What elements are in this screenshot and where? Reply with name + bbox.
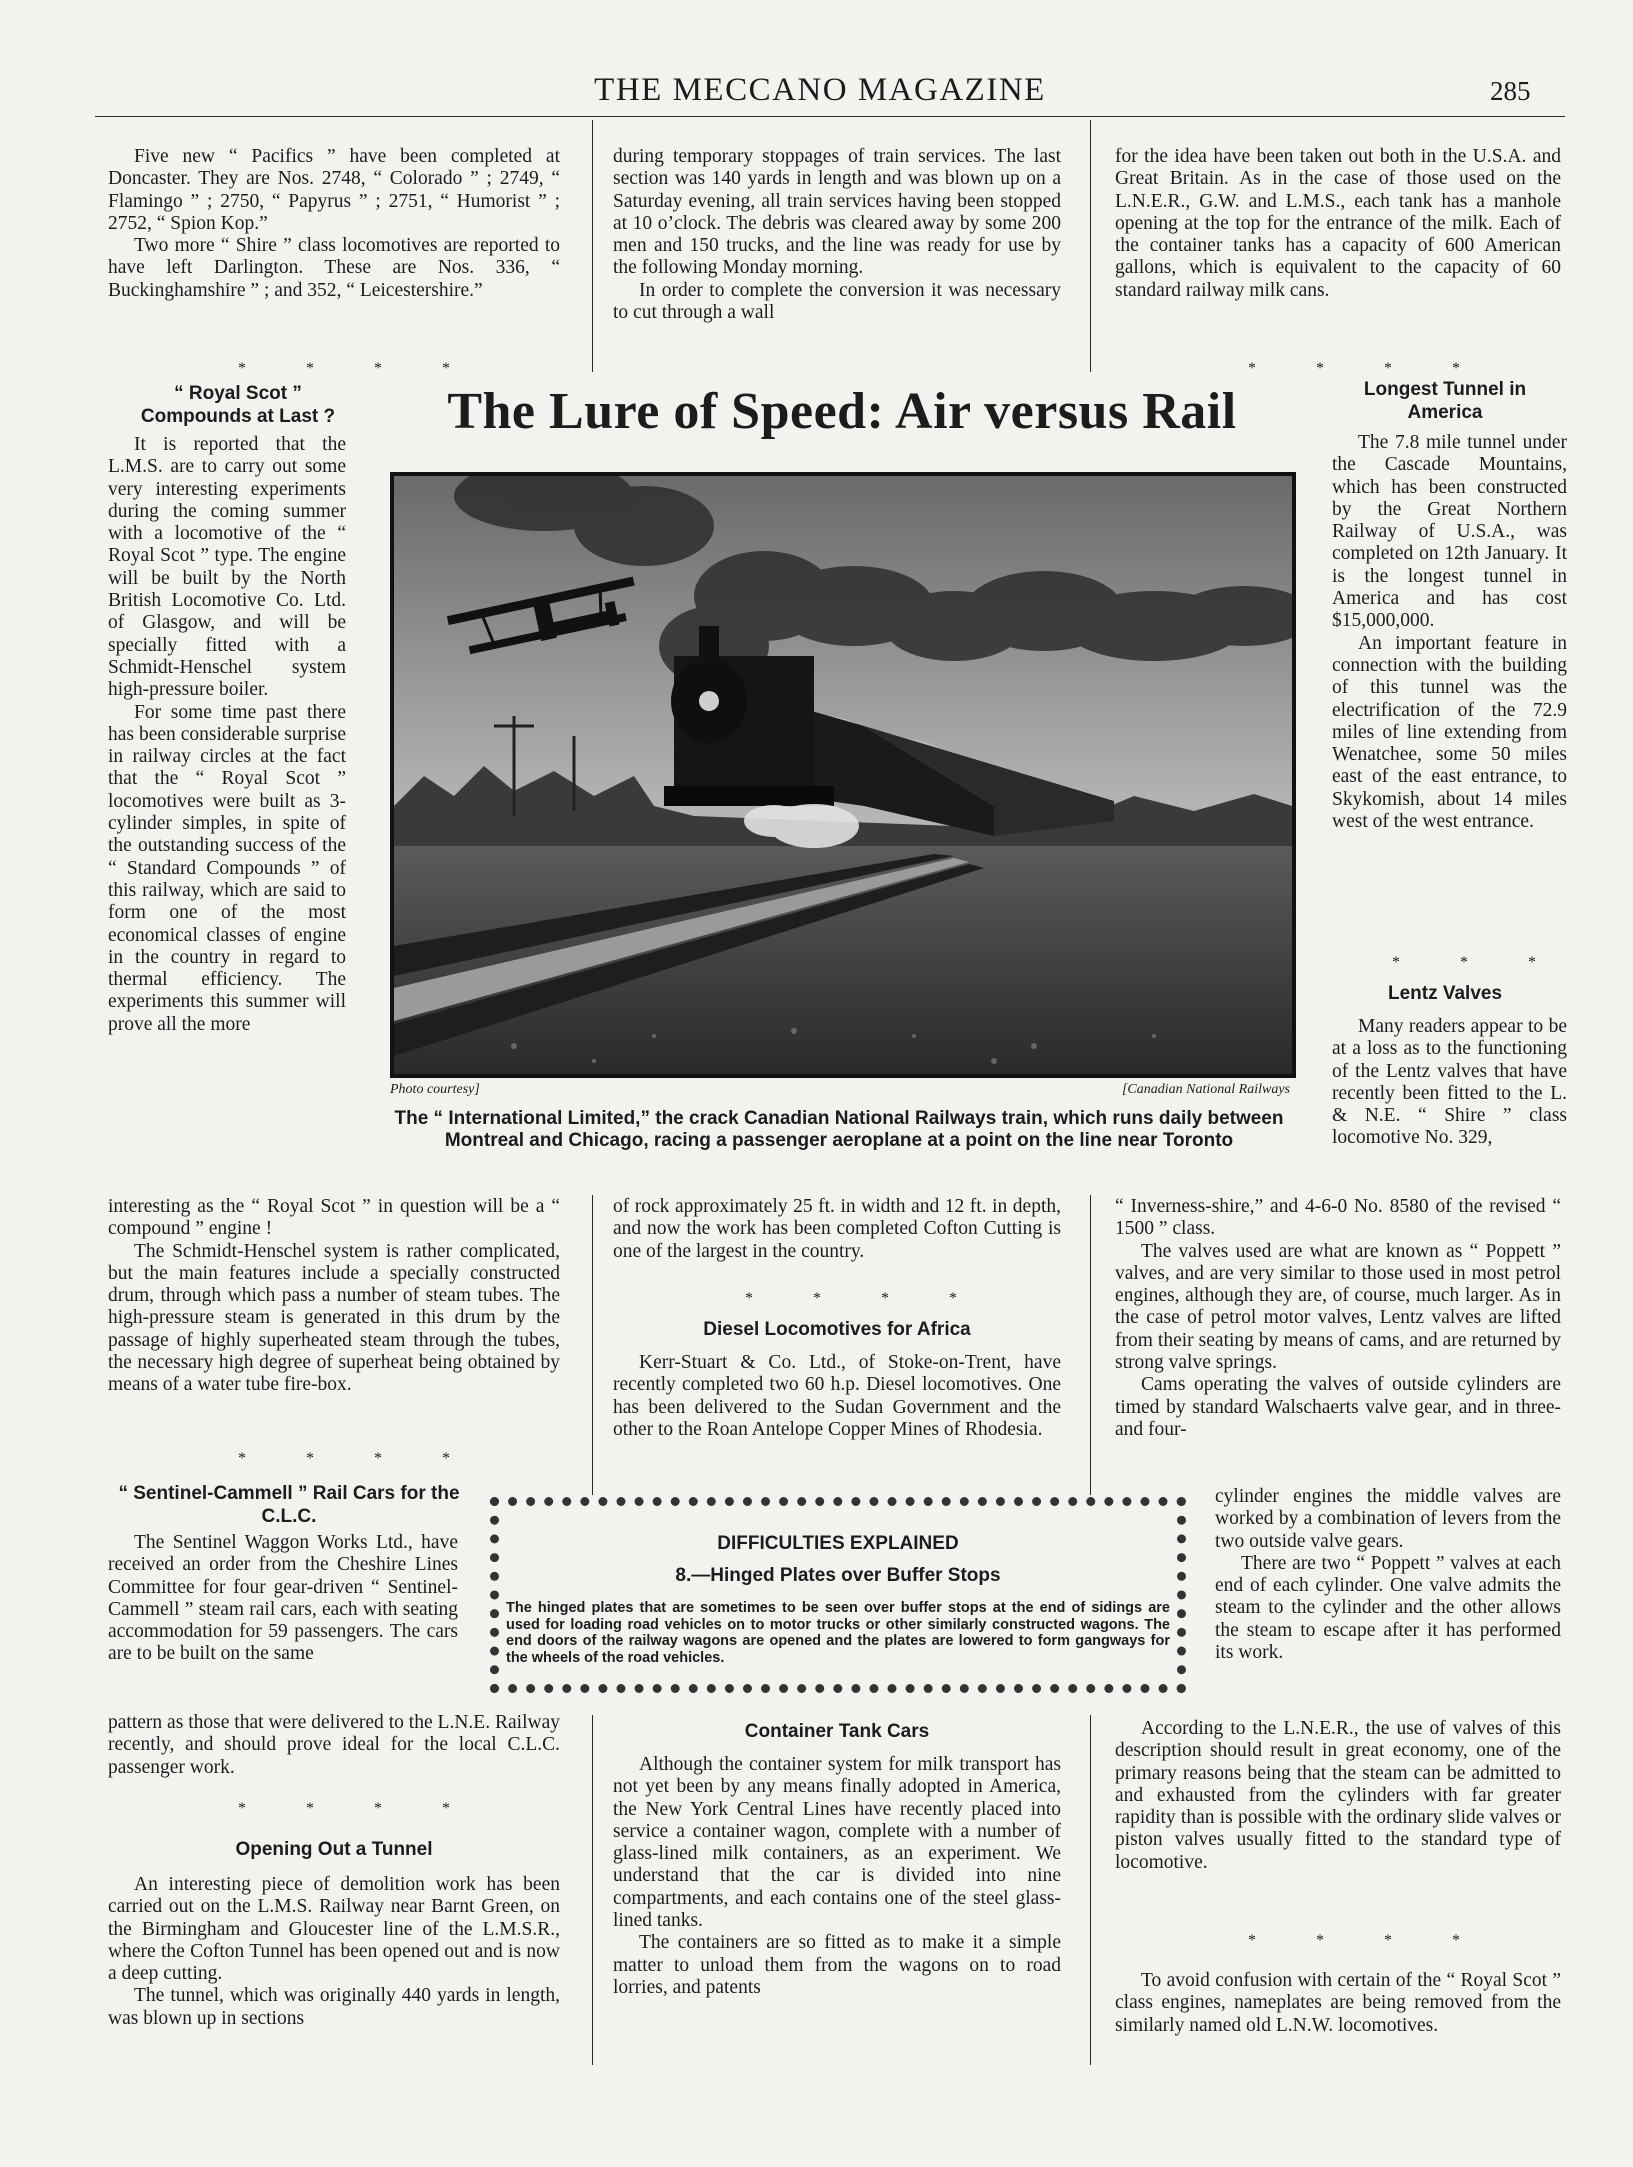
royal-scot-p2-cont: interesting as the “ Royal Scot ” in question will be a “ compound ” engine ! xyxy=(108,1196,560,1240)
container-text xyxy=(613,1754,1061,1999)
tunnel-opening-heading: Opening Out a Tunnel xyxy=(235,1839,433,1860)
photo-credit-right: [Canadian National Railways xyxy=(1121,1082,1290,1097)
column-divider xyxy=(592,120,593,372)
tunnel-opening-p2: The tunnel, which was originally 440 yards in length, was blown up in sections xyxy=(108,1985,560,2029)
difficulties-subtitle: 8.—Hinged Plates over Buffer Stops xyxy=(675,1565,1001,1586)
difficulties-body: The hinged plates that are sometimes to be seen over buffer stops at the end of sidings are used for loading road vehicles on to motor trucks or other similarly constructed wagons. The end doors of the railway wagons are opened and the plates are lowered to form gangways for the wheels of the road vehicles. xyxy=(506,1600,1170,1666)
royal-scot-p3: The Schmidt-Henschel system is rather complicated, but the main features include a specially constructed drum, through which pass a number of steam tubes. The high-pressure steam is generated in this drum by the passage of highly superheated steam through the tubes, the necessary high degree of superheat being obtained by means of a water tube fire-box. xyxy=(108,1240,560,1396)
longest-tunnel-heading: Longest Tunnel in America xyxy=(1363,379,1527,423)
container-heading: Container Tank Cars xyxy=(744,1721,930,1742)
royal-scot-narrow xyxy=(108,434,346,1036)
lentz-p4: There are two “ Poppett ” valves at each end of each cylinder. One valve admits the steam to the cylinder and the other allows the steam to escape after it has performed its work. xyxy=(1215,1552,1561,1664)
feature-headline: The Lure of Speed: Air versus Rail xyxy=(447,383,1237,440)
col1-news-top xyxy=(108,146,560,302)
lentz-heading: Lentz Valves xyxy=(1387,983,1503,1004)
column-divider xyxy=(1090,1195,1091,1495)
tunnel-cont-p1: during temporary stoppages of train services. The last section was 140 yards in length and was blown up on a Saturday evening, all train services having been stopped at 10 o’clock. The debris was cleared away by some 200 men and 150 trucks, and the line was ready for use by the following Monday morning. xyxy=(613,146,1061,279)
tunnel-opening-text xyxy=(108,1874,560,2030)
royal-scot-wide xyxy=(108,1196,560,1397)
photo-caption: The “ International Limited,” the crack Canadian National Railways train, which runs daily between Montreal and Chicago, racing a passenger aeroplane at a point on the line near Toronto xyxy=(394,1108,1284,1151)
lentz-wide-bottom xyxy=(1115,1718,1561,1874)
column-divider xyxy=(592,1715,593,2065)
lentz-p3a: Cams operating the valves of outside cylinders are timed by standard Walschaerts valve gear, and in three- and four- xyxy=(1115,1374,1561,1440)
train-aeroplane-illustration xyxy=(394,476,1292,1074)
royal-scot-heading: “ Royal Scot ” Compounds at Last ? xyxy=(140,383,336,427)
section-stars: * * * * xyxy=(238,360,478,377)
column-divider xyxy=(592,1195,593,1495)
section-stars: * * * * xyxy=(1248,1932,1488,1949)
cofton-cutting-paragraph: of rock approximately 25 ft. in width and 12 ft. in depth, and now the work has been completed Cofton Cutting is one of the largest in the country. xyxy=(613,1196,1061,1262)
container-cont-paragraph: for the idea have been taken out both in the U.S.A. and Great Britain. As in the case of those used on the L.N.E.R., G.W. and L.M.S., each tank has a manhole opening at the top for the entrance of the milk. Each of the container tanks has a capacity of 600 American gallons, which is equivalent to the capacity of 60 standard railway milk cans. xyxy=(1115,146,1561,301)
lentz-wide xyxy=(1115,1196,1561,1441)
masthead: THE MECCANO MAGAZINE xyxy=(594,72,1046,108)
sentinel-p1: The Sentinel Waggon Works Ltd., have received an order from the Cheshire Lines Committee for four gear-driven “ Sentinel-Cammell ” steam rail cars, each with seating accommodation for 59 passengers. The cars are to be built on the same xyxy=(108,1532,458,1665)
section-stars: * * * xyxy=(1392,954,1564,971)
tunnel-opening-p1: An interesting piece of demolition work has been carried out on the L.M.S. Railway near Barnt Green, on the Birmingham and Gloucester line of the L.M.S.R., where the Cofton Tunnel has been opened out and is now a deep cutting. xyxy=(108,1874,560,1985)
col2-news-top xyxy=(613,146,1061,324)
column-divider xyxy=(1090,1715,1091,2065)
page-number: 285 xyxy=(1490,76,1531,106)
royal-scot-p1: It is reported that the L.M.S. are to carry out some very interesting experiments during the coming summer with a locomotive of the “ Royal Scot ” type. The engine will be built by the North British Locomotive Co. Ltd. of Glasgow, and will be specially fitted with a Schmidt-Henschel system high-pressure boiler. xyxy=(108,434,346,701)
difficulties-title: DIFFICULTIES EXPLAINED xyxy=(717,1533,959,1554)
section-stars: * * * * xyxy=(745,1290,985,1307)
sentinel-p1-cont: pattern as those that were delivered to the L.N.E. Railway recently, and should prove ideal for the local C.L.C. passenger work. xyxy=(108,1712,560,1778)
longest-tunnel-text xyxy=(1332,432,1567,833)
lentz-narrow xyxy=(1332,1016,1567,1150)
lentz-p2: The valves used are what are known as “ Poppett ” valves, and are very similar to those used in most petrol engines, although they are, of course, much larger. As in the case of petrol motor valves, Lentz valves are lifted from their seating by means of cams, and are returned by strong valve springs. xyxy=(1115,1240,1561,1374)
nameplates-text xyxy=(1115,1970,1561,2037)
train-race-photo xyxy=(390,472,1296,1078)
masthead-rule xyxy=(95,116,1565,117)
nameplates-paragraph: To avoid confusion with certain of the “ Royal Scot ” class engines, nameplates are being removed from the similarly named old L.N.W. locomotives. xyxy=(1115,1970,1561,2036)
sentinel-narrow xyxy=(108,1532,458,1666)
diesel-text xyxy=(613,1352,1061,1441)
col3-news-top xyxy=(1115,146,1561,302)
diesel-heading: Diesel Locomotives for Africa xyxy=(703,1319,971,1340)
photo-credit-left: Photo courtesy] xyxy=(390,1082,480,1097)
sentinel-wide xyxy=(108,1712,560,1779)
col2-news-mid xyxy=(613,1196,1061,1263)
pacifics-paragraph: Five new “ Pacifics ” have been completed at Doncaster. They are Nos. 2748, “ Colorado ” ; 2749, “ Flamingo ” ; 2750, “ Papyrus ” ; 2751, “ Humorist ” ; 2752, “ Spion Kop.” xyxy=(108,146,560,234)
shire-paragraph: Two more “ Shire ” class locomotives are reported to have left Darlington. These are Nos. 336, “ Buckinghamshire ” ; and 352, “ Leicestershire.” xyxy=(108,235,560,301)
column-divider xyxy=(1090,120,1091,372)
section-stars: * * * * xyxy=(1248,360,1488,377)
sentinel-heading: “ Sentinel-Cammell ” Rail Cars for the C.L.C. xyxy=(118,1483,460,1527)
lentz-p3b: cylinder engines the middle valves are worked by a combination of levers from the two outside valve gears. xyxy=(1215,1486,1561,1552)
longest-tunnel-p1: The 7.8 mile tunnel under the Cascade Mountains, which has been constructed by the Great Northern Railway of U.S.A., was completed on 12th January. It is the longest tunnel in America and has cost $15,000,000. xyxy=(1332,432,1567,632)
longest-tunnel-p2: An important feature in connection with the building of this tunnel was the electrification of the 72.9 miles of line extending from Wenatchee, some 50 miles east of the east entrance, to Skykomish, about 14 miles west of the west entrance. xyxy=(1332,632,1567,833)
lentz-p1: Many readers appear to be at a loss as to the functioning of the Lentz valves that have recently been fitted to the L. & N.E. “ Shire ” class locomotive No. 329, xyxy=(1332,1016,1567,1149)
lentz-p5: According to the L.N.E.R., the use of valves of this description should result in great economy, one of the primary reasons being that the steam can be admitted to and exhausted from the cylinders with far greater rapidity than is possible with the ordinary slide valves or piston valves usually fitted to the standard type of locomotive. xyxy=(1115,1718,1561,1873)
royal-scot-p2: For some time past there has been considerable surprise in railway circles at the fact that the “ Royal Scot ” locomotives were built as 3-cylinder simples, in spite of the outstanding success of the “ Standard Compounds ” of this railway, which are said to form one of the most economical classes of engine in the country in regard to thermal efficiency. The experiments this summer will prove all the more xyxy=(108,701,346,1035)
container-p2: The containers are so fitted as to make it a simple matter to unload them from the wagons on to road lorries, and patents xyxy=(613,1932,1061,1998)
lentz-box-side xyxy=(1215,1486,1561,1664)
container-p1: Although the container system for milk transport has not yet been by any means finally adopted in America, the New York Central Lines have recently placed into service a container wagon, complete with a number of glass-lined milk containers, as an experiment. We understand that the car is divided into nine compartments, and each contains one of the steel glass-lined tanks. xyxy=(613,1754,1061,1932)
tunnel-cont-p2: In order to complete the conversion it was necessary to cut through a wall xyxy=(613,279,1061,324)
diesel-p1: Kerr-Stuart & Co. Ltd., of Stoke-on-Trent, have recently completed two 60 h.p. Diesel locomotives. One has been delivered to the Sudan Government and the other to the Roan Antelope Copper Mines of Rhodesia. xyxy=(613,1352,1061,1440)
section-stars: * * * * xyxy=(238,1800,478,1817)
lentz-p1-cont: “ Inverness-shire,” and 4-6-0 No. 8580 of the revised “ 1500 ” class. xyxy=(1115,1196,1561,1240)
section-stars: * * * * xyxy=(238,1450,478,1467)
